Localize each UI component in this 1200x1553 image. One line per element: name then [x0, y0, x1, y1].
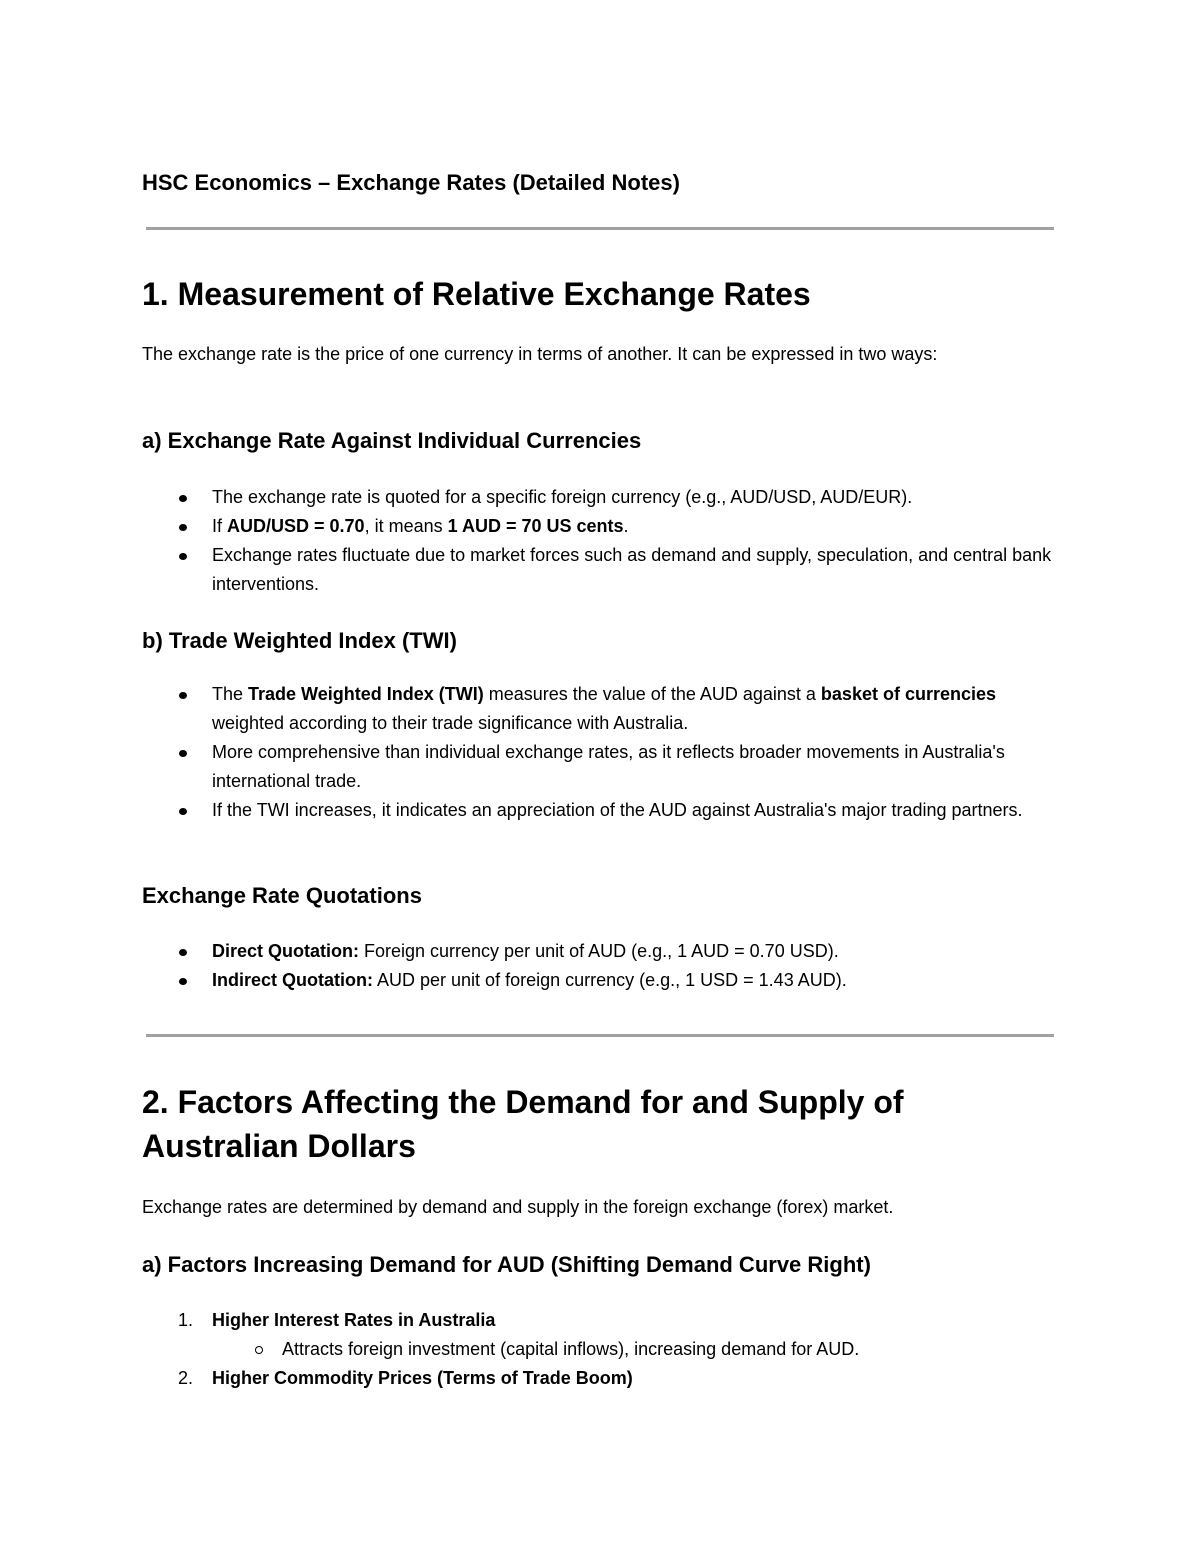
list-item: Exchange rates fluctuate due to market forces such as demand and supply, speculation, and central bank interventions. [142, 541, 1058, 599]
bullet-icon [179, 808, 187, 815]
demand-factors-list [142, 1306, 1058, 1393]
sub-list-item: Attracts foreign investment (capital inflows), increasing demand for AUD. [142, 1335, 1058, 1364]
quotations-list [142, 937, 1058, 995]
subsection-a-heading: a) Exchange Rate Against Individual Currencies [142, 428, 642, 453]
list-item: More comprehensive than individual exchange rates, as it reflects broader movements in Australia's international trade. [142, 738, 1058, 796]
quotations-heading: Exchange Rate Quotations [142, 883, 422, 908]
section-1-heading: 1. Measurement of Relative Exchange Rates [142, 276, 811, 312]
list-item: Direct Quotation: Foreign currency per unit of AUD (e.g., 1 AUD = 0.70 USD). [142, 937, 1058, 966]
individual-currencies-list [142, 483, 1058, 599]
list-item: 2. Higher Commodity Prices (Terms of Trade Boom) [178, 1368, 633, 1388]
bullet-icon [179, 553, 187, 560]
bullet-icon [179, 524, 187, 531]
hollow-bullet-icon [255, 1346, 263, 1354]
section-2-heading: 2. Factors Affecting the Demand for and Supply of Australian Dollars [142, 1084, 904, 1164]
bullet-icon [179, 692, 187, 699]
list-item: 1. Higher Interest Rates in Australia Attracts foreign investment (capital inflows), increasing demand for AUD. [142, 1306, 1058, 1364]
list-item: Indirect Quotation: AUD per unit of foreign currency (e.g., 1 USD = 1.43 AUD). [142, 966, 1058, 995]
list-item: If the TWI increases, it indicates an appreciation of the AUD against Australia's major trading partners. [142, 796, 1058, 825]
horizontal-rule [146, 227, 1054, 230]
subsection-b-heading: b) Trade Weighted Index (TWI) [142, 628, 457, 653]
bullet-icon [179, 949, 187, 956]
section-2-intro: Exchange rates are determined by demand and supply in the foreign exchange (forex) market. [142, 1197, 894, 1217]
section-2-subsection-a-heading: a) Factors Increasing Demand for AUD (Shifting Demand Curve Right) [142, 1252, 871, 1277]
bullet-icon [179, 750, 187, 757]
list-item: The Trade Weighted Index (TWI) measures the value of the AUD against a basket of currencies weighted according to their trade significance with Australia. [142, 680, 1058, 738]
twi-list [142, 680, 1058, 825]
horizontal-rule [146, 1034, 1054, 1037]
bullet-icon [179, 978, 187, 985]
section-1-intro: The exchange rate is the price of one currency in terms of another. It can be expressed in two ways: [142, 344, 938, 364]
document-title: HSC Economics – Exchange Rates (Detailed Notes) [142, 170, 680, 195]
list-item: If AUD/USD = 0.70, it means 1 AUD = 70 US cents. [142, 512, 1058, 541]
list-item: The exchange rate is quoted for a specific foreign currency (e.g., AUD/USD, AUD/EUR). [142, 483, 1058, 512]
bullet-icon [179, 495, 187, 502]
